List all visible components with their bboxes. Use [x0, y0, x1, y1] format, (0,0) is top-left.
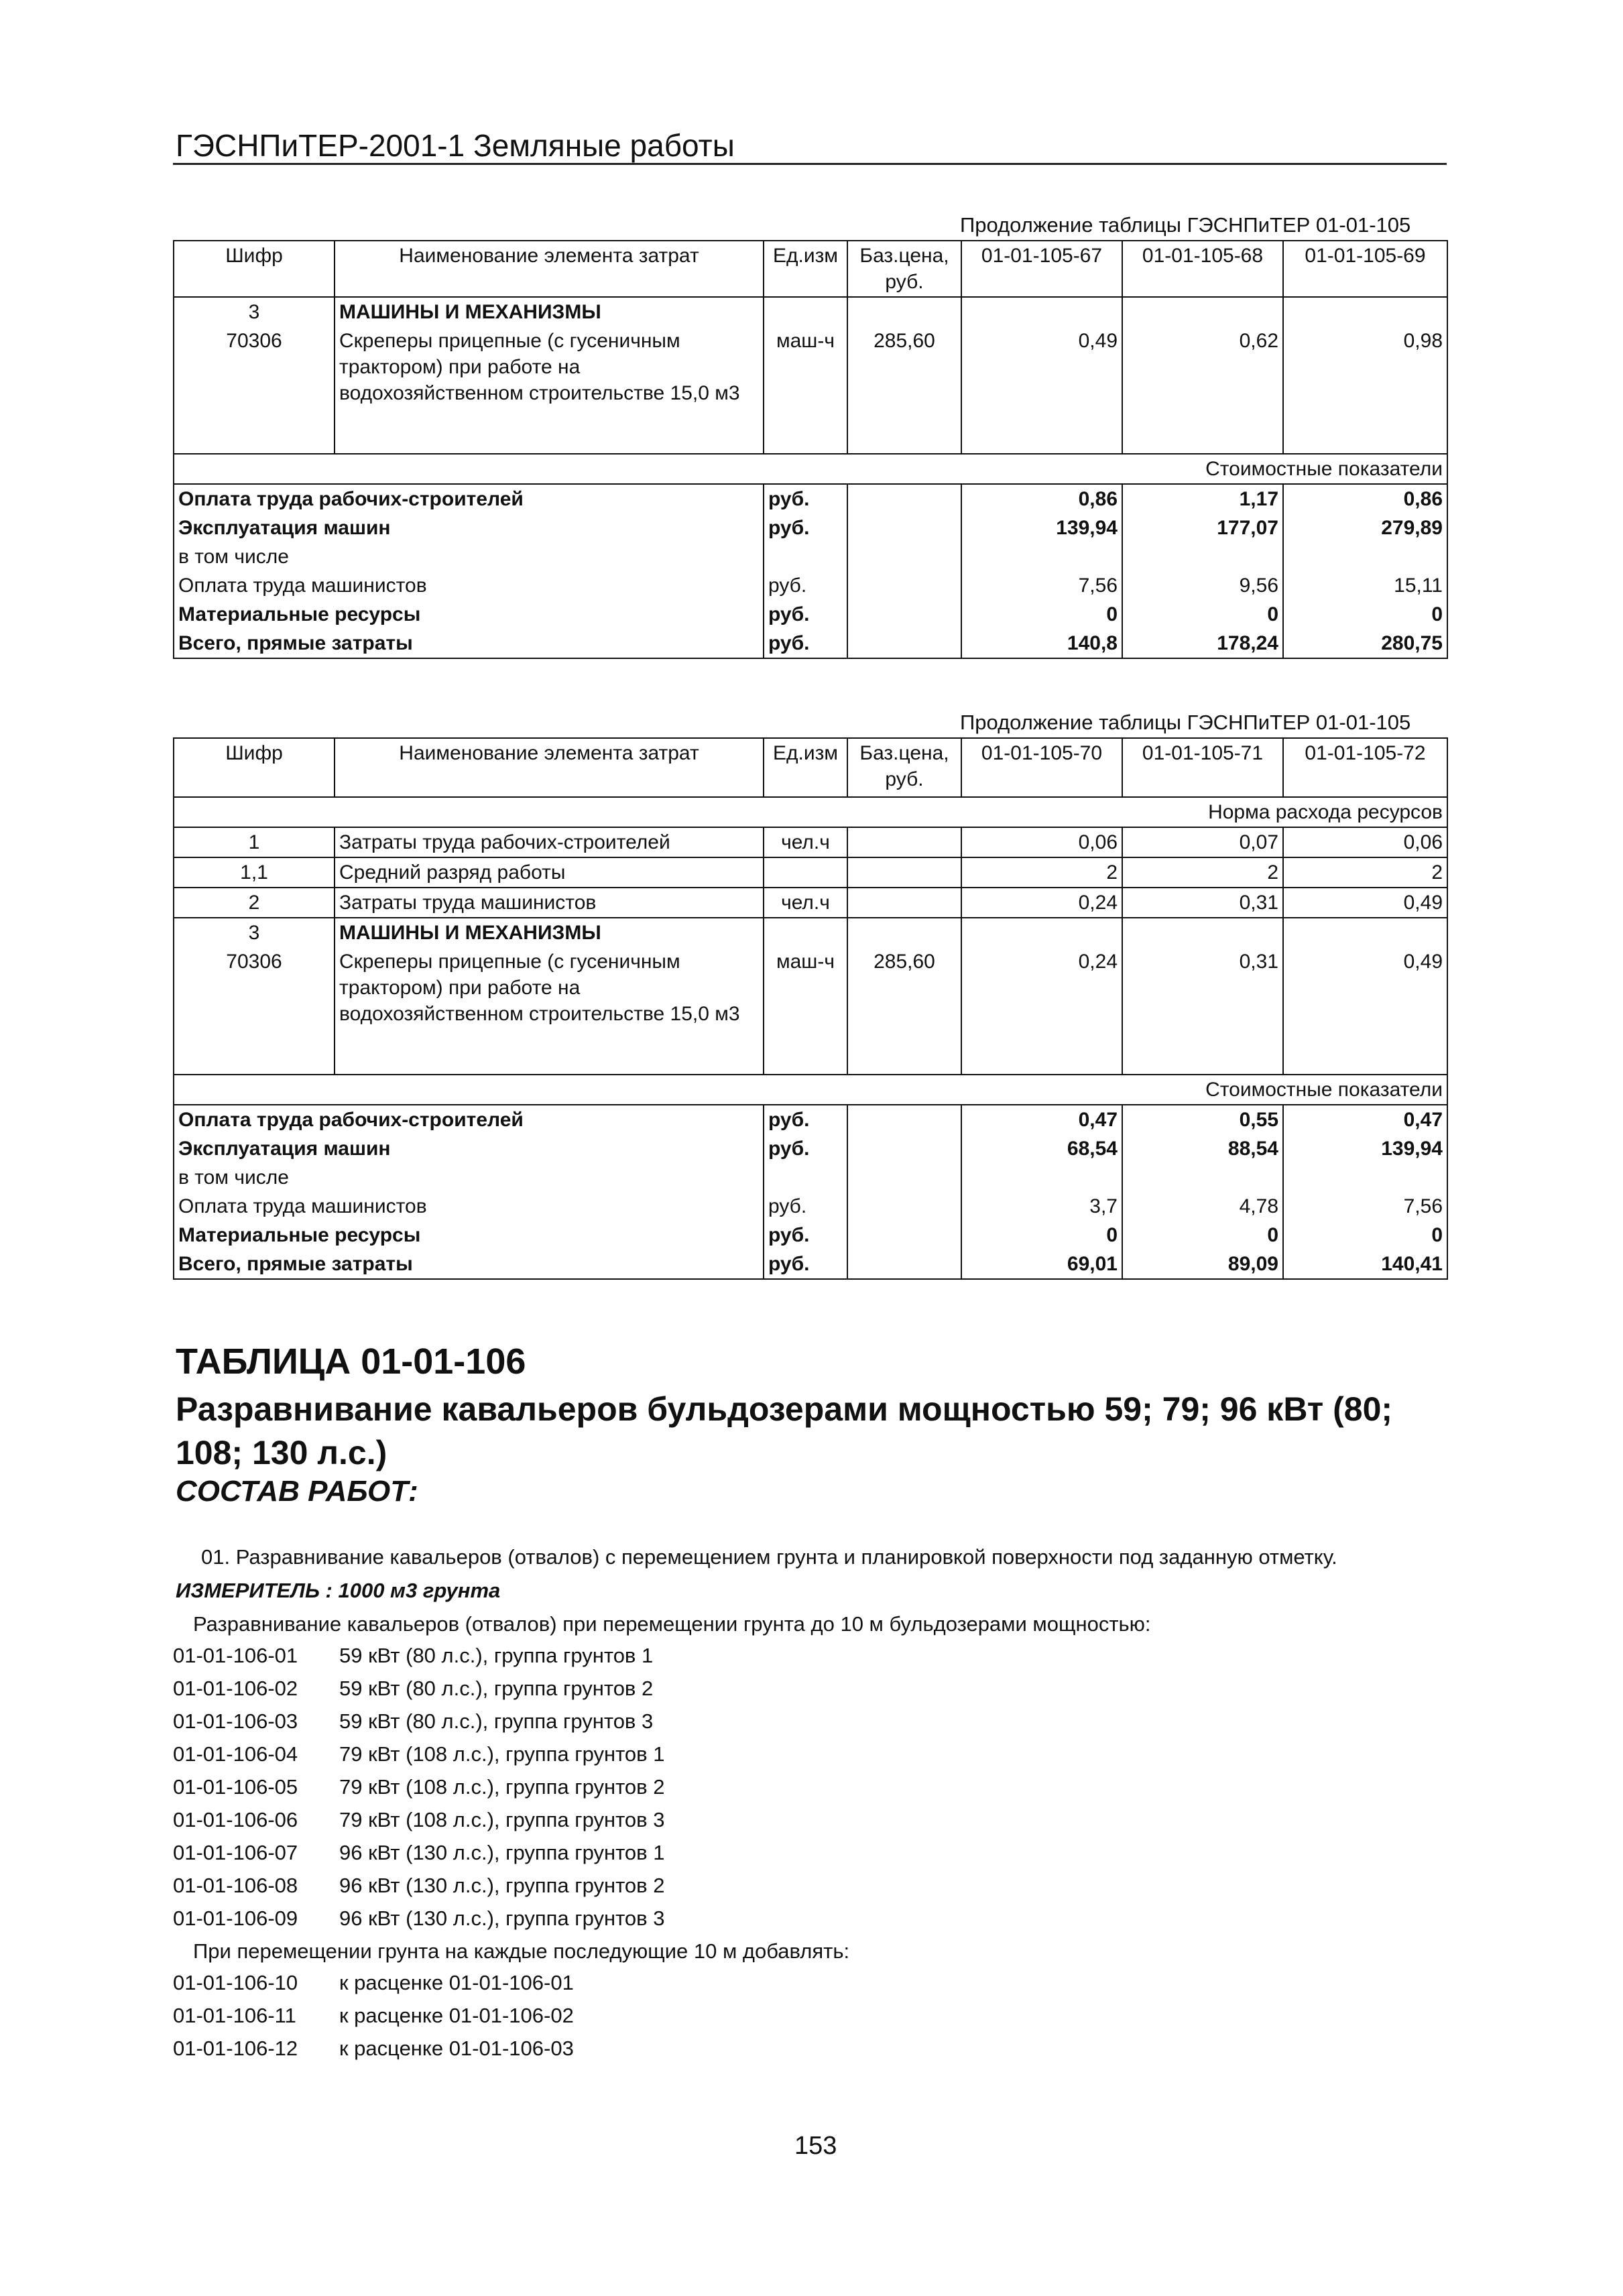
list-item — [173, 1677, 665, 1709]
cost-name: Оплата труда машинистов — [174, 571, 764, 600]
row-unit — [764, 857, 847, 888]
cost-name: в том числе — [174, 1163, 764, 1192]
table2-header-unit: Ед.изм — [764, 738, 847, 797]
cost-name: Оплата труда рабочих-строителей — [174, 1105, 764, 1134]
row-unit: чел.ч — [764, 888, 847, 918]
cost-value: 88,54 — [1122, 1134, 1283, 1163]
cost-value: 89,09 — [1122, 1250, 1283, 1279]
norm-row — [174, 888, 1447, 918]
cost-value: 140,8 — [961, 629, 1122, 658]
machine-name: Скреперы прицепные (с гусеничным трактором) при работе на водохозяйственном строительстве 15,0 м3 — [335, 947, 764, 1075]
machine-value: 0,49 — [961, 326, 1122, 454]
table2-header-name: Наименование элемента затрат — [335, 738, 764, 797]
cost-value: 7,56 — [961, 571, 1122, 600]
cost-name: Всего, прямые затраты — [174, 629, 764, 658]
cost-name: Оплата труда рабочих-строителей — [174, 484, 764, 513]
row-value: 0,31 — [1122, 888, 1283, 918]
list-item — [173, 1644, 665, 1677]
cost-value: 15,11 — [1283, 571, 1447, 600]
cost-name: Оплата труда машинистов — [174, 1192, 764, 1221]
list-item — [173, 1907, 665, 1939]
item-code: 01-01-106-08 — [173, 1874, 298, 1897]
item-code: 01-01-106-05 — [173, 1775, 298, 1799]
section-code: 3 — [174, 918, 335, 947]
row-name: Средний разряд работы — [335, 857, 764, 888]
items-intro: Разравнивание кавальеров (отвалов) при перемещении грунта до 10 м бульдозерами мощностью: — [193, 1612, 1151, 1636]
row-value: 0,49 — [1283, 888, 1447, 918]
cost-row — [174, 542, 1447, 571]
cost-value: 0 — [1283, 1221, 1447, 1250]
cost-unit: руб. — [764, 1134, 847, 1163]
cost-value: 177,07 — [1122, 513, 1283, 542]
table-106-title: ТАБЛИЦА 01-01-106 — [176, 1341, 526, 1382]
cost-row — [174, 1105, 1447, 1134]
table1-header-col3: 01-01-105-69 — [1283, 241, 1447, 297]
table1-header-name: Наименование элемента затрат — [335, 241, 764, 297]
item-code: 01-01-106-04 — [173, 1742, 298, 1766]
table2-section-row — [174, 918, 1447, 947]
list-item — [173, 1742, 665, 1775]
table2-header-col3: 01-01-105-72 — [1283, 738, 1447, 797]
cost-value: 1,17 — [1122, 484, 1283, 513]
item-code: 01-01-106-10 — [173, 1971, 298, 1994]
machine-value: 0,62 — [1122, 326, 1283, 454]
list-item — [173, 1841, 665, 1874]
table1-continuation-note: Продолжение таблицы ГЭСНПиТЕР 01-01-105 — [960, 213, 1411, 237]
item-desc: к расценке 01-01-106-01 — [339, 1971, 574, 1994]
item-code: 01-01-106-01 — [173, 1644, 298, 1667]
cost-unit: руб. — [764, 484, 847, 513]
list-item — [173, 2037, 574, 2069]
row-code: 2 — [174, 888, 335, 918]
row-name: Затраты труда машинистов — [335, 888, 764, 918]
cost-unit: руб. — [764, 1221, 847, 1250]
cost-row — [174, 571, 1447, 600]
cost-row — [174, 1163, 1447, 1192]
cost-name: Эксплуатация машин — [174, 513, 764, 542]
cost-unit: руб. — [764, 629, 847, 658]
row-value: 2 — [1283, 857, 1447, 888]
list-item — [173, 1775, 665, 1808]
page-number: 153 — [794, 2132, 837, 2160]
row-value: 0,24 — [961, 888, 1122, 918]
cost-value: 0 — [1122, 1221, 1283, 1250]
row-value: 0,07 — [1122, 827, 1283, 857]
cost-value: 139,94 — [961, 513, 1122, 542]
machine-price: 285,60 — [847, 326, 961, 454]
cost-value: 69,01 — [961, 1250, 1122, 1279]
cost-row — [174, 629, 1447, 658]
item-desc: 59 кВт (80 л.с.), группа грунтов 2 — [339, 1677, 654, 1700]
cost-unit: руб. — [764, 600, 847, 629]
row-price — [847, 827, 961, 857]
header-divider — [173, 163, 1447, 165]
machine-unit: маш-ч — [764, 326, 847, 454]
item-desc: 59 кВт (80 л.с.), группа грунтов 1 — [339, 1644, 654, 1667]
cost-row — [174, 484, 1447, 513]
machine-value: 0,98 — [1283, 326, 1447, 454]
cost-value: 280,75 — [1283, 629, 1447, 658]
item-code: 01-01-106-03 — [173, 1709, 298, 1733]
machine-price: 285,60 — [847, 947, 961, 1075]
cost-row — [174, 1221, 1447, 1250]
item-code: 01-01-106-06 — [173, 1808, 298, 1831]
item-desc: 79 кВт (108 л.с.), группа грунтов 3 — [339, 1808, 665, 1831]
cost-value: 3,7 — [961, 1192, 1122, 1221]
cost-value: 178,24 — [1122, 629, 1283, 658]
cost-unit: руб. — [764, 571, 847, 600]
cost-value: 0 — [961, 1221, 1122, 1250]
cost-value: 0 — [1122, 600, 1283, 629]
cost-value: 0,86 — [1283, 484, 1447, 513]
work-item: 01. Разравнивание кавальеров (отвалов) с перемещением грунта и планировкой поверхности под заданную отметку. — [201, 1545, 1337, 1569]
table2-header-col1: 01-01-105-70 — [961, 738, 1122, 797]
cost-unit: руб. — [764, 1250, 847, 1279]
table2-norm-header: Норма расхода ресурсов — [174, 797, 1447, 827]
list-item — [173, 1971, 574, 2004]
table1-cost-header: Стоимостные показатели — [174, 454, 1447, 484]
list-item — [173, 1874, 665, 1907]
machine-code: 70306 — [174, 326, 335, 454]
row-code: 1,1 — [174, 857, 335, 888]
item-desc: 96 кВт (130 л.с.), группа грунтов 3 — [339, 1907, 665, 1930]
item-code: 01-01-106-07 — [173, 1841, 298, 1864]
row-price — [847, 857, 961, 888]
extra-note: При перемещении грунта на каждые последующие 10 м добавлять: — [193, 1939, 850, 1963]
cost-unit: руб. — [764, 513, 847, 542]
table2-header-code: Шифр — [174, 738, 335, 797]
cost-value: 0,86 — [961, 484, 1122, 513]
machine-value: 0,31 — [1122, 947, 1283, 1075]
cost-unit: руб. — [764, 1105, 847, 1134]
table-106-subtitle: Разравнивание кавальеров бульдозерами мощностью 59; 79; 96 кВт (80; 108; 130 л.с.) — [176, 1390, 1393, 1471]
cost-value: 0,55 — [1122, 1105, 1283, 1134]
cost-value: 7,56 — [1283, 1192, 1447, 1221]
page-header-title: ГЭСНПиТЕР-2001-1 Земляные работы — [176, 128, 735, 163]
cost-value: 0 — [1283, 600, 1447, 629]
table1-header-price: Баз.цена, руб. — [847, 241, 961, 297]
cost-value: 140,41 — [1283, 1250, 1447, 1279]
row-value: 0,06 — [1283, 827, 1447, 857]
table1-header-col1: 01-01-105-67 — [961, 241, 1122, 297]
machine-value: 0,49 — [1283, 947, 1447, 1075]
cost-value: 0,47 — [1283, 1105, 1447, 1134]
cost-value: 0 — [961, 600, 1122, 629]
item-desc: 79 кВт (108 л.с.), группа грунтов 1 — [339, 1742, 665, 1766]
cost-value: 0,47 — [961, 1105, 1122, 1134]
section-name: МАШИНЫ И МЕХАНИЗМЫ — [335, 918, 764, 947]
cost-value: 139,94 — [1283, 1134, 1447, 1163]
cost-value: 4,78 — [1122, 1192, 1283, 1221]
cost-name: Материальные ресурсы — [174, 1221, 764, 1250]
row-value: 2 — [1122, 857, 1283, 888]
measure-unit: ИЗМЕРИТЕЛЬ : 1000 м3 грунта — [176, 1579, 501, 1602]
cost-row — [174, 1192, 1447, 1221]
item-code: 01-01-106-02 — [173, 1677, 298, 1700]
machine-unit: маш-ч — [764, 947, 847, 1075]
table2-header-price: Баз.цена, руб. — [847, 738, 961, 797]
cost-row — [174, 513, 1447, 542]
list-item — [173, 1709, 665, 1742]
cost-row — [174, 1134, 1447, 1163]
item-code: 01-01-106-11 — [173, 2004, 296, 2027]
list-item — [173, 2004, 574, 2037]
cost-row — [174, 1250, 1447, 1279]
cost-unit: руб. — [764, 1192, 847, 1221]
table1-header-col2: 01-01-105-68 — [1122, 241, 1283, 297]
cost-row — [174, 600, 1447, 629]
table1 — [173, 240, 1448, 659]
item-desc: 79 кВт (108 л.с.), группа грунтов 2 — [339, 1775, 665, 1799]
extra-rates-list — [173, 1971, 574, 2069]
item-code: 01-01-106-09 — [173, 1907, 298, 1930]
machine-value: 0,24 — [961, 947, 1122, 1075]
section-name: МАШИНЫ И МЕХАНИЗМЫ — [335, 297, 764, 326]
table1-header-code: Шифр — [174, 241, 335, 297]
machine-code: 70306 — [174, 947, 335, 1075]
cost-name: Всего, прямые затраты — [174, 1250, 764, 1279]
cost-name: Материальные ресурсы — [174, 600, 764, 629]
row-code: 1 — [174, 827, 335, 857]
machine-name: Скреперы прицепные (с гусеничным трактором) при работе на водохозяйственном строительстве 15,0 м3 — [335, 326, 764, 454]
works-heading: СОСТАВ РАБОТ: — [176, 1475, 418, 1508]
cost-value: 68,54 — [961, 1134, 1122, 1163]
cost-value: 9,56 — [1122, 571, 1283, 600]
norm-row — [174, 857, 1447, 888]
table2 — [173, 737, 1448, 1280]
table1-section-row — [174, 297, 1447, 326]
table2-header-col2: 01-01-105-71 — [1122, 738, 1283, 797]
rates-list — [173, 1644, 665, 1939]
cost-name: Эксплуатация машин — [174, 1134, 764, 1163]
section-code: 3 — [174, 297, 335, 326]
row-name: Затраты труда рабочих-строителей — [335, 827, 764, 857]
row-value: 2 — [961, 857, 1122, 888]
item-desc: к расценке 01-01-106-02 — [339, 2004, 574, 2027]
row-value: 0,06 — [961, 827, 1122, 857]
table2-continuation-note: Продолжение таблицы ГЭСНПиТЕР 01-01-105 — [960, 711, 1411, 734]
cost-name: в том числе — [174, 542, 764, 571]
table1-machine-row — [174, 326, 1447, 454]
item-desc: к расценке 01-01-106-03 — [339, 2037, 574, 2060]
table2-cost-header: Стоимостные показатели — [174, 1075, 1447, 1105]
list-item — [173, 1808, 665, 1841]
cost-value: 279,89 — [1283, 513, 1447, 542]
row-price — [847, 888, 961, 918]
table2-machine-row — [174, 947, 1447, 1075]
item-desc: 96 кВт (130 л.с.), группа грунтов 1 — [339, 1841, 665, 1864]
item-desc: 59 кВт (80 л.с.), группа грунтов 3 — [339, 1709, 654, 1733]
item-desc: 96 кВт (130 л.с.), группа грунтов 2 — [339, 1874, 665, 1897]
row-unit: чел.ч — [764, 827, 847, 857]
norm-row — [174, 827, 1447, 857]
item-code: 01-01-106-12 — [173, 2037, 298, 2060]
table1-header-unit: Ед.изм — [764, 241, 847, 297]
